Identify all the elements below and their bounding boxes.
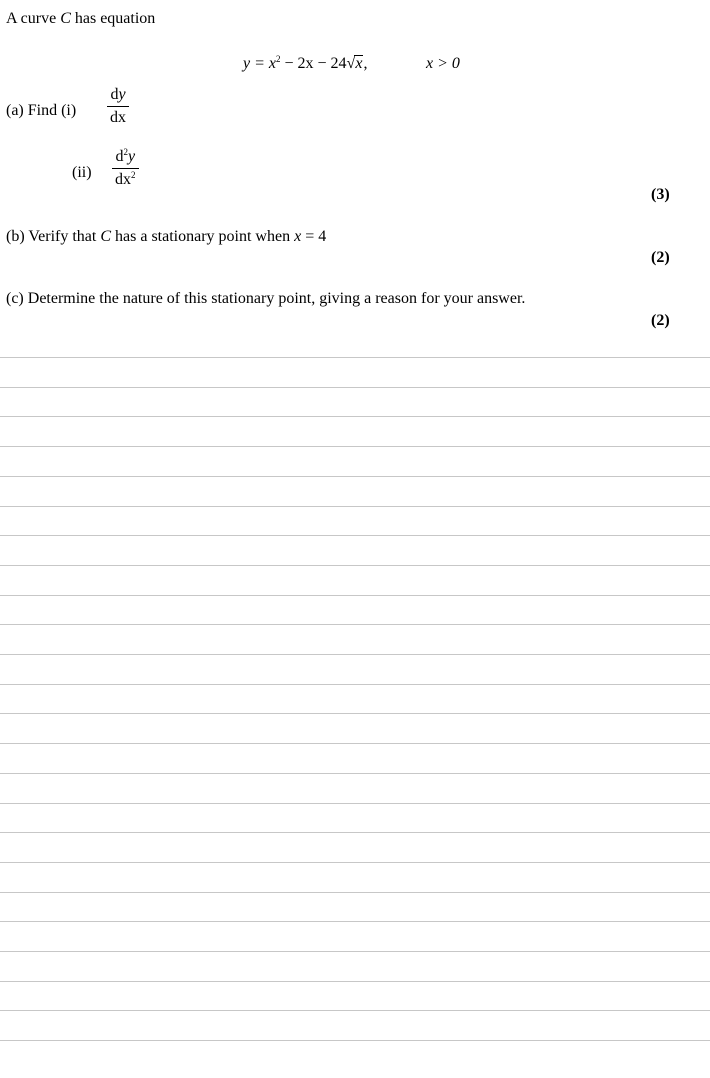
answer-line [0,446,710,447]
answer-line [0,387,710,388]
fraction-numerator: dy [110,86,126,103]
answer-line [0,1010,710,1011]
sqrt-symbol: √ [346,55,356,72]
part-a-label: (a) Find (i) [6,102,77,119]
denominator-text: dx [110,109,126,126]
equation-condition [426,54,460,74]
answer-line [0,1040,710,1041]
equation-lhs: y = x [243,55,276,72]
answer-line [0,506,710,507]
part-b-text [6,228,326,246]
part-b-var: x [294,228,302,245]
fraction-numerator [112,148,138,166]
part-b-post: = 4 [301,228,327,245]
fraction-bar [107,106,129,107]
part-a-ii-label: (ii) [72,164,92,181]
answer-line [0,565,710,566]
answer-line [0,476,710,477]
condition-text: x > 0 [426,55,460,72]
answer-line [0,743,710,744]
answer-line [0,535,710,536]
square-root [347,54,364,74]
numerator-power: 2 [123,147,128,157]
sqrt-radicand: x [355,55,363,72]
numerator-var: y [127,148,136,165]
answer-line [0,624,710,625]
part-c-text: (c) Determine the nature of this stationary point, giving a reason for your answer. [6,290,526,307]
answer-line [0,595,710,596]
part-b-marks: (2) [651,249,670,266]
numerator-y: y [118,86,126,103]
fraction-denominator [107,109,129,127]
equation-middle: − 2x − 24 [280,55,347,72]
part-c-marks: (2) [651,312,670,329]
answer-line [0,951,710,952]
answer-line [0,654,710,655]
intro-post: has equation [70,10,156,27]
answer-line [0,832,710,833]
part-b-mid: has a stationary point when [111,228,295,245]
answer-line [0,921,710,922]
fraction-denominator [112,171,139,189]
answer-line [0,416,710,417]
curve-name: C [60,10,71,27]
intro-text [6,10,155,28]
curve-equation [243,54,367,74]
answer-line [0,981,710,982]
first-derivative-fraction [107,86,129,127]
answer-line [0,803,710,804]
denominator-power: 2 [131,170,136,180]
answer-line [0,862,710,863]
numerator-d: d [115,148,124,165]
part-b-pre: (b) Verify that [6,228,101,245]
part-a-marks: (3) [651,186,670,203]
intro-pre: A curve [6,10,61,27]
denominator-text: dx [115,171,131,188]
equation-comma: , [363,55,368,72]
answer-line [0,892,710,893]
fraction-bar [112,168,139,169]
second-derivative-fraction [112,148,139,189]
answer-line [0,684,710,685]
answer-line [0,713,710,714]
answer-line [0,357,710,358]
curve-name: C [100,228,112,245]
answer-line [0,773,710,774]
equation-power: 2 [276,54,281,64]
